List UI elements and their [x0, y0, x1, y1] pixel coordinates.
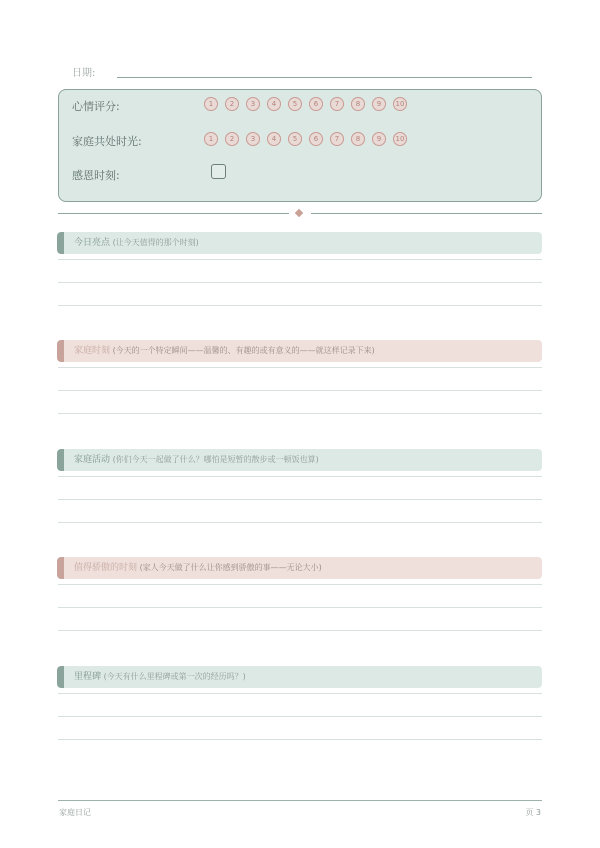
- date-line[interactable]: [117, 77, 532, 78]
- family-time-rating-7[interactable]: 7: [330, 132, 344, 146]
- write-line[interactable]: [58, 607, 542, 608]
- family-time-rating-4[interactable]: 4: [267, 132, 281, 146]
- section-title: 值得骄傲的时刻: [74, 563, 138, 573]
- mood-rating-3[interactable]: 3: [246, 97, 260, 111]
- section-note: (你们今天一起做了什么？哪怕是短暂的散步或一顿饭也算): [112, 455, 319, 464]
- family-time-label: 家庭共处时光:: [72, 135, 142, 148]
- gratitude-label: 感恩时刻:: [72, 169, 120, 182]
- footer-title: 家庭日记: [59, 808, 91, 817]
- mood-rating-1[interactable]: 1: [204, 97, 218, 111]
- section-accent-bar: [57, 232, 64, 254]
- mood-rating-2[interactable]: 2: [225, 97, 239, 111]
- write-line[interactable]: [58, 739, 542, 740]
- write-line[interactable]: [58, 584, 542, 585]
- section-title: 今日亮点: [74, 238, 111, 248]
- write-line[interactable]: [58, 413, 542, 414]
- section-title: 里程碑: [74, 672, 102, 682]
- write-line[interactable]: [58, 305, 542, 306]
- write-line[interactable]: [58, 282, 542, 283]
- section-note: (让今天值得的那个时刻): [112, 238, 199, 247]
- family-time-rating-1[interactable]: 1: [204, 132, 218, 146]
- section-header-proud-moment: [57, 557, 542, 579]
- write-line[interactable]: [58, 259, 542, 260]
- section-accent-bar: [57, 449, 64, 471]
- family-time-rating-9[interactable]: 9: [372, 132, 386, 146]
- family-time-rating-8[interactable]: 8: [351, 132, 365, 146]
- family-time-rating-2[interactable]: 2: [225, 132, 239, 146]
- section-accent-bar: [57, 666, 64, 688]
- write-line[interactable]: [58, 522, 542, 523]
- mood-rating-9[interactable]: 9: [372, 97, 386, 111]
- mood-rating-10[interactable]: 10: [393, 97, 407, 111]
- section-accent-bar: [57, 557, 64, 579]
- section-header-highlight: [57, 232, 542, 254]
- write-line[interactable]: [58, 716, 542, 717]
- family-time-rating-3[interactable]: 3: [246, 132, 260, 146]
- mood-rating-4[interactable]: 4: [267, 97, 281, 111]
- write-line[interactable]: [58, 630, 542, 631]
- mood-label: 心情评分:: [72, 100, 120, 113]
- section-note: (家人今天做了什么让你感到骄傲的事——无论大小): [139, 563, 322, 572]
- write-line[interactable]: [58, 499, 542, 500]
- write-line[interactable]: [58, 367, 542, 368]
- mood-rating-8[interactable]: 8: [351, 97, 365, 111]
- mood-scale: [204, 97, 407, 111]
- family-time-rating-6[interactable]: 6: [309, 132, 323, 146]
- section-title: 家庭活动: [74, 455, 111, 465]
- family-time-scale: [204, 132, 407, 146]
- divider-right: [311, 213, 542, 214]
- ratings-box: [58, 89, 542, 202]
- footer-line: [58, 800, 542, 801]
- write-line[interactable]: [58, 693, 542, 694]
- section-header-milestone: [57, 666, 542, 688]
- divider-left: [58, 213, 289, 214]
- mood-rating-6[interactable]: 6: [309, 97, 323, 111]
- family-time-rating-5[interactable]: 5: [288, 132, 302, 146]
- gratitude-checkbox[interactable]: [211, 164, 226, 179]
- section-header-family-moment: [57, 340, 542, 362]
- mood-rating-7[interactable]: 7: [330, 97, 344, 111]
- write-line[interactable]: [58, 390, 542, 391]
- write-line[interactable]: [58, 476, 542, 477]
- section-note: (今天的一个特定瞬间——温馨的、有趣的或有意义的——就这样记录下来): [112, 346, 375, 355]
- section-header-family-activity: [57, 449, 542, 471]
- page-number: 页 3: [525, 808, 541, 817]
- section-accent-bar: [57, 340, 64, 362]
- mood-rating-5[interactable]: 5: [288, 97, 302, 111]
- family-time-rating-10[interactable]: 10: [393, 132, 407, 146]
- date-label: 日期:: [72, 68, 96, 79]
- section-title: 家庭时刻: [74, 346, 111, 356]
- divider-diamond-icon: [295, 209, 303, 217]
- section-note: (今天有什么里程碑或第一次的经历吗？): [103, 672, 246, 681]
